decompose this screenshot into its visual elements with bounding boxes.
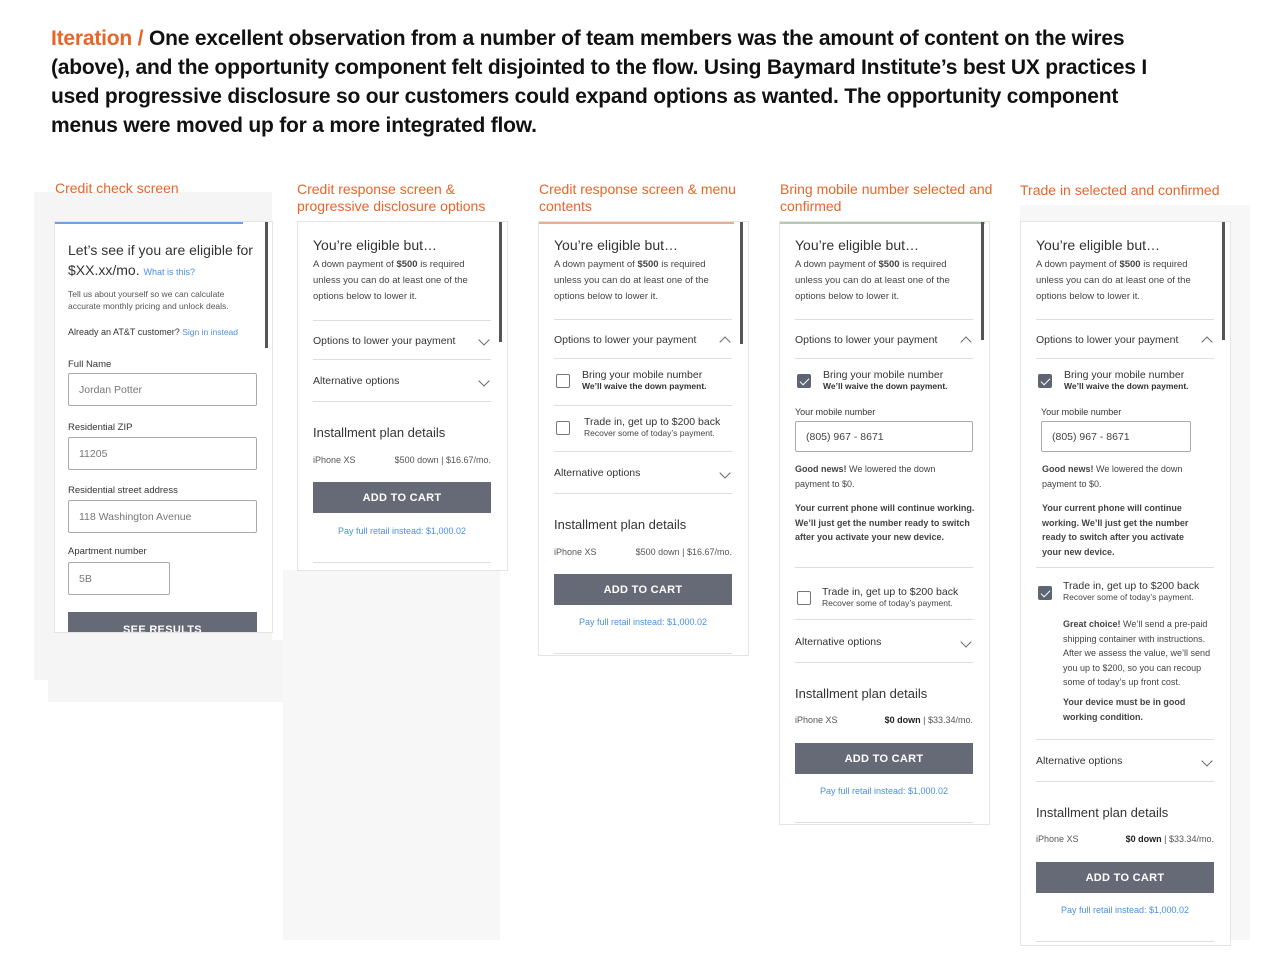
progress-line (780, 222, 985, 224)
full-name-input[interactable]: Jordan Potter (68, 373, 257, 406)
chevron-down-icon[interactable] (1201, 755, 1212, 766)
trade-in-sub: Recover some of today’s payment. (1063, 592, 1194, 602)
installment-heading: Installment plan details (554, 517, 687, 532)
street-input[interactable]: 118 Washington Avenue (68, 500, 257, 533)
what-is-this-link[interactable]: What is this? (143, 267, 196, 277)
trade-in-title: Trade in, get up to $200 back (822, 586, 959, 598)
chevron-up-icon[interactable] (1201, 336, 1212, 347)
caption-menu-contents: Credit response screen & menu contents (539, 181, 736, 214)
see-results-button[interactable]: SEE RESULTS (68, 612, 257, 633)
eligibility-title: Let’s see if you are eligible for $XX.xx/mo. What is this? (68, 242, 253, 278)
good-news-text: Good news! We lowered the down payment to $0. (795, 464, 936, 489)
progress-line (539, 222, 734, 224)
street-label: Residential street address (68, 485, 178, 496)
down-payment-text: A down payment of $500 is required unless you can do at least one of the options below to lower it. (795, 259, 950, 302)
phone-price: $500 down | $16.67/mo. (635, 547, 732, 557)
trade-in-title: Trade in, get up to $200 back (584, 416, 721, 428)
add-to-cart-button[interactable]: ADD TO CART (313, 482, 491, 513)
alternative-options-toggle[interactable]: Alternative options (795, 636, 882, 648)
options-lower-toggle[interactable]: Options to lower your payment (1036, 334, 1179, 346)
current-phone-text: Your current phone will continue working. We’ll just get the number ready to switch after you activate your new device. (1042, 503, 1189, 557)
bring-number-title: Bring your mobile number (1064, 369, 1185, 381)
phone-price: $0 down | $33.34/mo. (1125, 834, 1214, 844)
chevron-down-icon[interactable] (478, 334, 489, 345)
phone-price: $500 down | $16.67/mo. (394, 455, 491, 465)
eligible-title: You’re eligible but… (795, 237, 920, 253)
chevron-down-icon[interactable] (478, 375, 489, 386)
background-panel-1b (48, 640, 290, 702)
chevron-down-icon[interactable] (719, 467, 730, 478)
apartment-input[interactable]: 5B (68, 562, 170, 595)
phone-name: iPhone XS (313, 455, 356, 465)
full-name-label: Full Name (68, 359, 112, 370)
good-news-text: Good news! We lowered the down payment to $0. (1042, 464, 1183, 489)
installment-heading: Installment plan details (313, 425, 446, 440)
eligible-title: You’re eligible but… (554, 237, 679, 253)
phone-name: iPhone XS (795, 715, 838, 725)
intro-text: Tell us about yourself so we can calculate accurate monthly pricing and unlock deals. (68, 289, 229, 311)
trade-in-checkbox[interactable] (556, 421, 570, 435)
down-payment-text: A down payment of $500 is required unless you can do at least one of the options below to lower it. (554, 259, 709, 302)
zip-label: Residential ZIP (68, 422, 133, 433)
background-panel-2 (283, 570, 500, 940)
alternative-options-toggle[interactable]: Alternative options (554, 467, 641, 479)
options-lower-toggle[interactable]: Options to lower your payment (313, 335, 456, 347)
bring-number-title: Bring your mobile number (582, 369, 703, 381)
add-to-cart-button[interactable]: ADD TO CART (1036, 862, 1214, 893)
alternative-options-toggle[interactable]: Alternative options (313, 375, 400, 387)
good-condition-text: Your device must be in good working condition. (1063, 697, 1186, 722)
trade-in-option[interactable] (584, 416, 720, 438)
options-lower-toggle[interactable]: Options to lower your payment (795, 334, 938, 346)
progress-line (55, 222, 243, 224)
add-to-cart-button[interactable]: ADD TO CART (554, 574, 732, 605)
down-payment-text: A down payment of $500 is required unless you can do at least one of the options below to lower it. (1036, 259, 1191, 302)
scrollbar[interactable] (265, 222, 268, 348)
eligible-title: You’re eligible but… (1036, 237, 1161, 253)
down-payment-text: A down payment of $500 is required unless you can do at least one of the options below to lower it. (313, 259, 468, 302)
mobile-number-input[interactable]: (805) 967 - 8671 (1041, 421, 1191, 452)
current-phone-text: Your current phone will continue working. We’ll just get the number ready to switch after you activate your new device. (795, 503, 975, 542)
trade-in-option[interactable] (1063, 580, 1199, 602)
bring-number-sub: We’ll waive the down payment. (582, 381, 707, 391)
caption-bring-number: Bring mobile number selected and confirmed (780, 181, 993, 214)
add-to-cart-button[interactable]: ADD TO CART (795, 743, 973, 774)
trade-in-title: Trade in, get up to $200 back (1063, 580, 1200, 592)
bring-number-option[interactable] (1064, 369, 1189, 391)
trade-in-screen (1020, 221, 1231, 946)
chevron-up-icon[interactable] (719, 336, 730, 347)
bring-number-sub: We’ll waive the down payment. (1064, 381, 1189, 391)
menu-contents-screen (538, 221, 749, 656)
sign-in-link[interactable]: Sign in instead (182, 327, 238, 337)
mobile-number-label: Your mobile number (795, 407, 876, 417)
intro-paragraph (51, 24, 1151, 140)
caption-credit-response: Credit response screen & progressive disclosure options (297, 181, 486, 214)
intro-text: One excellent observation from a number of team members was the amount of content on the wires (above), and the opportunity component felt disjointed to the flow. Using Baymard Institute’s best UX practices I used progressive disclosure so our customers could expand options as wanted. The opportunity component menus were moved up for a more integrated flow. (51, 27, 1147, 137)
mobile-number-input[interactable]: (805) 967 - 8671 (795, 421, 973, 452)
bring-number-option[interactable] (823, 369, 948, 391)
installment-heading: Installment plan details (795, 686, 928, 701)
phone-name: iPhone XS (1036, 834, 1079, 844)
trade-in-sub: Recover some of today’s payment. (822, 598, 953, 608)
bring-number-checkbox[interactable] (1038, 374, 1052, 388)
great-choice-text: Great choice! We’ll send a pre-paid shipping container with instructions. After we assess the value, we’ll send you up to $200, so you can recoup some of today’s up front cost. (1063, 619, 1211, 687)
pay-full-link[interactable]: Pay full retail instead: $1,000.02 (819, 786, 949, 796)
scrollbar[interactable] (740, 222, 743, 344)
pay-full-link[interactable]: Pay full retail instead: $1,000.02 (578, 617, 708, 627)
bring-number-checkbox[interactable] (556, 374, 570, 388)
installment-heading: Installment plan details (1036, 805, 1169, 820)
trade-in-checkbox[interactable] (1038, 586, 1052, 600)
bring-number-screen (779, 221, 990, 825)
trade-in-checkbox[interactable] (797, 591, 811, 605)
zip-input[interactable]: 11205 (68, 437, 257, 470)
bring-number-title: Bring your mobile number (823, 369, 944, 381)
credit-check-screen (54, 221, 273, 633)
phone-name: iPhone XS (554, 547, 597, 557)
caption-trade-in: Trade in selected and confirmed (1020, 182, 1220, 198)
pay-full-link[interactable]: Pay full retail instead: $1,000.02 (337, 526, 467, 536)
intro-tag: Iteration / (51, 27, 144, 50)
trade-in-sub: Recover some of today’s payment. (584, 428, 715, 438)
pay-full-link[interactable]: Pay full retail instead: $1,000.02 (1060, 905, 1190, 915)
chevron-down-icon[interactable] (960, 636, 971, 647)
phone-price: $0 down | $33.34/mo. (884, 715, 973, 725)
caption-credit-check: Credit check screen (55, 180, 179, 196)
options-lower-toggle[interactable]: Options to lower your payment (554, 334, 697, 346)
alternative-options-toggle[interactable]: Alternative options (1036, 755, 1123, 767)
credit-response-screen (297, 221, 508, 571)
bring-number-checkbox[interactable] (797, 374, 811, 388)
bring-number-option[interactable] (582, 369, 707, 391)
scrollbar[interactable] (499, 222, 502, 342)
chevron-up-icon[interactable] (960, 336, 971, 347)
apartment-label: Apartment number (68, 546, 147, 557)
bring-number-sub: We’ll waive the down payment. (823, 381, 948, 391)
scrollbar[interactable] (1222, 222, 1225, 340)
trade-in-option[interactable] (822, 586, 958, 608)
scrollbar[interactable] (981, 222, 984, 340)
existing-customer-text: Already an AT&T customer? Sign in instead (68, 327, 238, 337)
eligible-title: You’re eligible but… (313, 237, 438, 253)
mobile-number-label: Your mobile number (1041, 407, 1122, 417)
